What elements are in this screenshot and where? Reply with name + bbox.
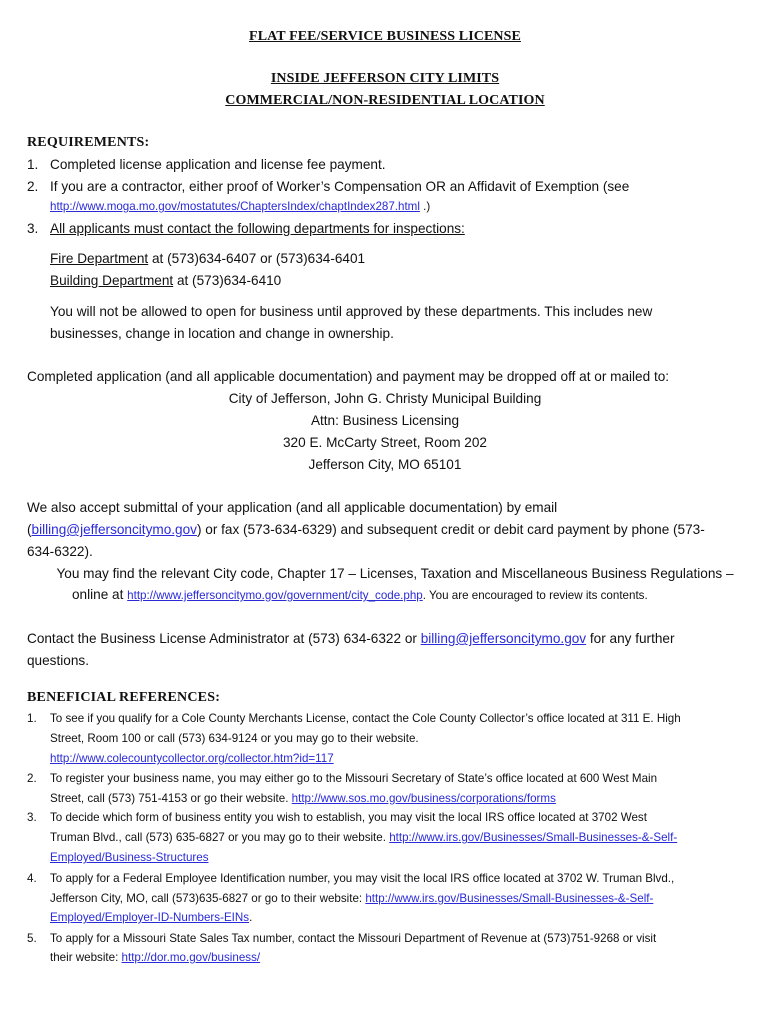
reference-item-2 (27, 769, 658, 789)
reference-item-4 (27, 869, 675, 889)
irs-ein-link-part-2[interactable]: Employed/Employer-ID-Numbers-EINs (50, 911, 250, 924)
list-number: 3. (27, 811, 37, 824)
building-department-phone: at (573)634-6410 (173, 273, 282, 288)
address-line-2: Attn: Business Licensing (310, 413, 460, 428)
link-tail: .) (419, 200, 431, 213)
email-submit-line-2 (27, 519, 705, 541)
requirement-text: If you are a contractor, either proof of Worker’s Compensation OR an Affidavit of Exemption (see (50, 179, 630, 194)
reference-item-1 (27, 709, 681, 729)
reference-text: Truman Blvd., call (573) 635-6827 or you may go to their website. (50, 831, 390, 844)
reference-item-4-line-2 (50, 889, 653, 909)
fax-phone-text: ) or fax (573-634-6329) and subsequent credit or debit card payment by phone (573- (196, 522, 705, 537)
city-code-line: You may find the relevant City code, Chapter 17 – Licenses, Taxation and Miscellaneous Business Regulations – (56, 566, 734, 581)
reference-text: To apply for a Federal Employee Identification number, you may visit the local IRS office located at 3702 W. Truman Blvd., (50, 872, 675, 885)
city-code-online-line (72, 585, 648, 606)
contact-prefix: Contact the Business License Administrator at (573) 634-6322 or (27, 631, 421, 646)
requirements-heading: REQUIREMENTS: (27, 135, 150, 150)
reference-item-2-line-2 (50, 789, 556, 809)
online-suffix: . You are encouraged to review its contents. (422, 589, 648, 602)
reference-item-3-line-2 (50, 828, 677, 848)
open-paren: ( (27, 522, 32, 537)
email-submit-line-3: 634-6322). (27, 544, 93, 559)
reference-item-1-line-2: Street, Room 100 or call (573) 634-9124 or you may go to their website. (50, 732, 419, 745)
irs-business-structures-link-part-1[interactable]: http://www.irs.gov/Businesses/Small-Businesses-&-Self- (389, 831, 678, 844)
email-submit-line-1: We also accept submittal of your application (and all applicable documentation) by email (27, 500, 558, 515)
references-heading: BENEFICIAL REFERENCES: (27, 690, 221, 705)
address-line-1: City of Jefferson, John G. Christy Municipal Building (228, 391, 542, 406)
approval-note-line-2: businesses, change in location and change in ownership. (50, 326, 394, 341)
list-number: 2. (27, 772, 37, 785)
list-number: 1. (27, 157, 39, 172)
building-department-label: Building Department (50, 273, 174, 288)
sos-business-forms-link[interactable]: http://www.sos.mo.gov/business/corporations/forms (291, 792, 556, 805)
reference-text: Street, call (573) 751-4153 or go their website. (50, 792, 292, 805)
online-prefix: online at (72, 587, 128, 602)
list-number: 1. (27, 712, 37, 725)
reference-text: To decide which form of business entity you wish to establish, you may visit the local IRS office located at 3702 West (50, 811, 647, 824)
address-line-3: 320 E. McCarty Street, Room 202 (283, 435, 487, 450)
list-number: 3. (27, 221, 39, 236)
requirement-item-2-link-line (50, 197, 430, 217)
fire-department-line (50, 248, 365, 270)
reference-text: To register your business name, you may either go to the Missouri Secretary of State’s office located at 600 West Main (50, 772, 658, 785)
document-subtitle-location: INSIDE JEFFERSON CITY LIMITS (270, 71, 500, 86)
requirement-item-2 (27, 176, 630, 198)
link-tail: . (249, 911, 253, 924)
reference-text: To apply for a Missouri State Sales Tax number, contact the Missouri Department of Revenue at (573)751-9268 or visit (50, 932, 657, 945)
building-department-line (50, 270, 281, 292)
reference-text: Jefferson City, MO, call (573)635-6827 or go to their website: (50, 892, 366, 905)
fire-department-phone: at (573)634-6407 or (573)634-6401 (148, 251, 366, 266)
requirement-item-1 (27, 154, 386, 176)
fire-department-label: Fire Department (50, 251, 149, 266)
reference-item-3 (27, 808, 647, 828)
requirement-text: All applicants must contact the following departments for inspections: (50, 221, 465, 236)
irs-business-structures-link-part-2[interactable]: Employed/Business-Structures (50, 851, 209, 864)
irs-ein-link-part-1[interactable]: http://www.irs.gov/Businesses/Small-Businesses-&-Self- (365, 892, 654, 905)
reference-text: their website: (50, 951, 122, 964)
list-number: 2. (27, 179, 39, 194)
approval-note-line-1: You will not be allowed to open for business until approved by these departments. This includes new (50, 304, 653, 319)
document-title: FLAT FEE/SERVICE BUSINESS LICENSE (249, 29, 521, 44)
dor-business-link[interactable]: http://dor.mo.gov/business/ (121, 951, 261, 964)
document-subtitle-type: COMMERCIAL/NON-RESIDENTIAL LOCATION (225, 93, 545, 108)
contact-line-2: questions. (27, 653, 89, 668)
city-code-link[interactable]: http://www.jeffersoncitymo.gov/government/city_code.php (127, 589, 423, 602)
reference-item-4-line-3 (50, 908, 252, 928)
contact-suffix: for any further (586, 631, 675, 646)
chapter-287-link[interactable]: http://www.moga.mo.gov/mostatutes/ChaptersIndex/chaptIndex287.html (50, 200, 420, 213)
cole-county-collector-link[interactable]: http://www.colecountycollector.org/collector.htm?id=117 (50, 752, 334, 765)
mailing-intro: Completed application (and all applicable documentation) and payment may be dropped off at or mailed to: (27, 369, 670, 384)
requirement-item-3 (27, 218, 465, 240)
reference-item-5 (27, 929, 657, 949)
address-line-4: Jefferson City, MO 65101 (308, 457, 462, 472)
reference-item-3-line-3 (50, 848, 209, 868)
reference-text: To see if you qualify for a Cole County Merchants License, contact the Cole County Collector’s office located at 311 E. High (50, 712, 681, 725)
billing-email-link[interactable]: billing@jeffersoncitymo.gov (31, 522, 197, 537)
contact-email-link[interactable]: billing@jeffersoncitymo.gov (420, 631, 587, 646)
list-number: 5. (27, 932, 37, 945)
reference-item-1-line-3 (50, 749, 334, 769)
requirement-text: Completed license application and license fee payment. (50, 157, 386, 172)
reference-item-5-line-2 (50, 948, 260, 968)
list-number: 4. (27, 872, 37, 885)
contact-line-1 (27, 628, 675, 650)
